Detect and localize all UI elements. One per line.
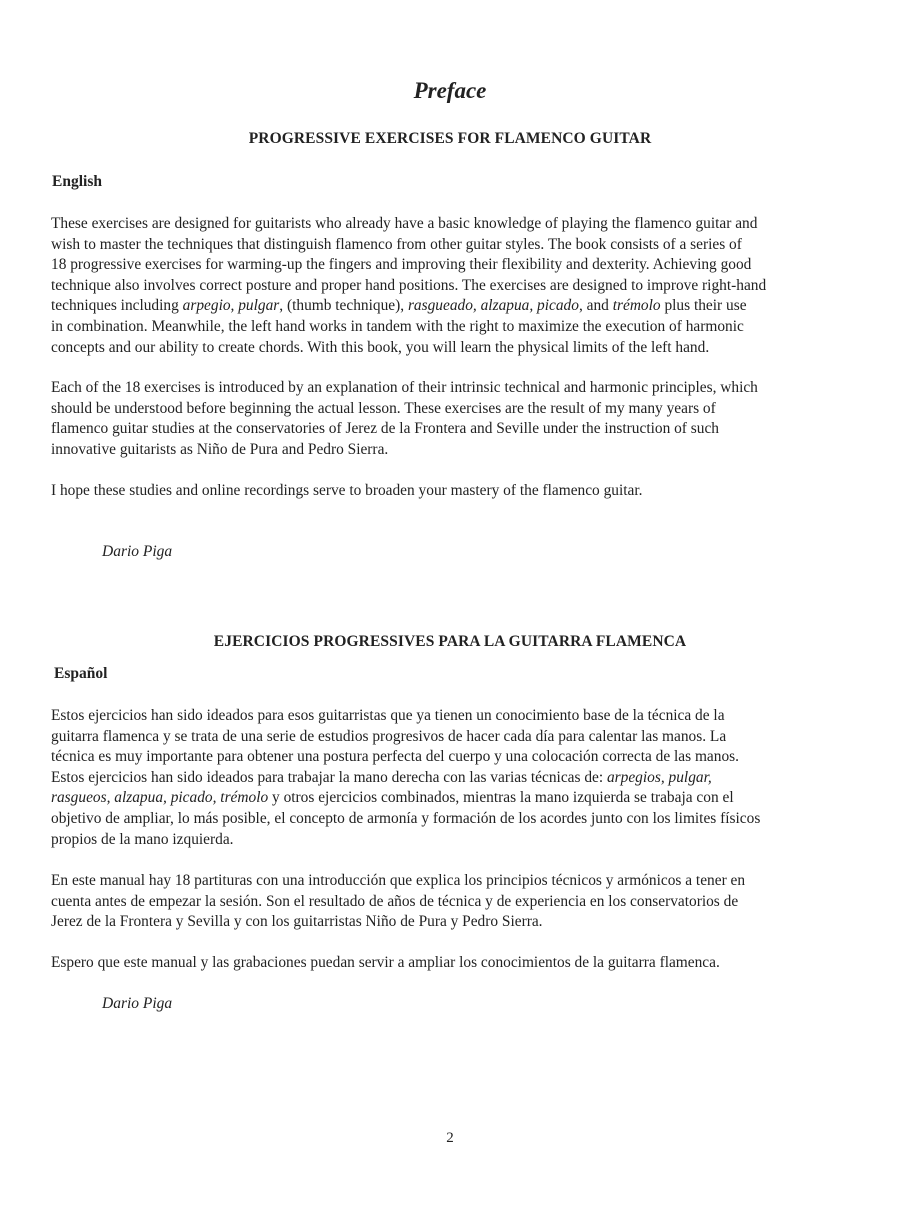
text-run: , and [578,297,613,315]
text-line: concepts and our ability to create chords. With this book, you will learn the physical limits of the left hand. [51,338,710,356]
page-number: 2 [446,1130,454,1146]
text-run: y otros ejercicios combinados, mientras la mano izquierda se trabaja con el [268,789,734,807]
text-run: Estos ejercicios han sido ideados para trabajar la mano derecha con las varias técnicas de: [51,768,607,786]
text-line: in combination. Meanwhile, the left hand works in tandem with the right to maximize the execution of harmonic [51,317,744,335]
spanish-section-heading: EJERCICIOS PROGRESSIVES PARA LA GUITARRA FLAMENCA [213,633,687,650]
text-line: Jerez de la Frontera y Sevilla y con los guitarristas Niño de Pura y Pedro Sierra. [51,913,543,931]
english-paragraph-2 [51,378,856,460]
english-section-heading: PROGRESSIVE EXERCISES FOR FLAMENCO GUITAR [248,130,652,147]
text-line: 18 progressive exercises for warming-up the fingers and improving their flexibility and dexterity. Achieving good [51,256,752,274]
text-line [51,788,856,809]
text-run: , (thumb technique), [279,297,408,315]
text-line: técnica es muy importante para obtener una postura perfecta del cuerpo y una colocación correcta de las manos. [51,748,739,766]
italic-term: rasgueado, alzapua, picado [407,297,579,315]
text-line: objetivo de ampliar, lo más posible, el concepto de armonía y formación de los acordes junto con los limites físicos [51,809,761,827]
english-signature: Dario Piga [102,543,173,560]
english-label: English [52,173,102,190]
text-line: Estos ejercicios han sido ideados para esos guitarristas que ya tienen un conocimiento base de la técnica de la [51,707,725,724]
text-line [51,768,856,789]
text-line: These exercises are designed for guitarists who already have a basic knowledge of playing the flamenco guitar and [51,215,758,232]
text-line: cuenta antes de empezar la sesión. Son el resultado de años de técnica y de experiencia en los conservatorios de [51,892,739,910]
english-paragraph-1 [51,214,856,358]
text-run: plus their use [660,297,747,315]
text-line: wish to master the techniques that distinguish flamenco from other guitar styles. The book consists of a series of [51,235,742,253]
spanish-paragraph-1 [51,706,856,850]
text-line: propios de la mano izquierda. [51,830,234,848]
text-line: guitarra flamenca y se trata de una serie de estudios progresivos de hacer cada día para calentar las manos. La [51,727,727,745]
page-title: Preface [413,78,487,103]
spanish-paragraph-3: Espero que este manual y las grabaciones puedan servir a ampliar los conocimientos de la guitarra flamenca. [51,954,720,971]
spanish-label: Español [54,665,108,682]
text-line: Each of the 18 exercises is introduced by an explanation of their intrinsic technical and harmonic principles, which [51,379,758,396]
text-line [51,296,856,317]
spanish-paragraph-2 [51,871,856,933]
italic-term: trémolo [612,297,661,315]
italic-term: rasgueos, alzapua, picado, trémolo [51,789,269,807]
text-line: En este manual hay 18 partituras con una introducción que explica los principios técnicos y armónicos a tener en [51,872,746,889]
text-line: technique also involves correct posture and proper hand positions. The exercises are designed to improve right-hand [51,276,767,294]
text-line: should be understood before beginning the actual lesson. These exercises are the result of my many years of [51,399,716,417]
text-run: techniques including [51,297,183,315]
italic-term: arpegio, pulgar [182,297,280,315]
text-line: innovative guitarists as Niño de Pura and Pedro Sierra. [51,440,389,458]
english-paragraph-3: I hope these studies and online recordings serve to broaden your mastery of the flamenco guitar. [51,482,643,499]
text-line: flamenco guitar studies at the conservatories of Jerez de la Frontera and Seville under the instruction of such [51,420,719,438]
spanish-signature: Dario Piga [102,995,173,1012]
italic-term: arpegios, pulgar, [606,768,712,786]
